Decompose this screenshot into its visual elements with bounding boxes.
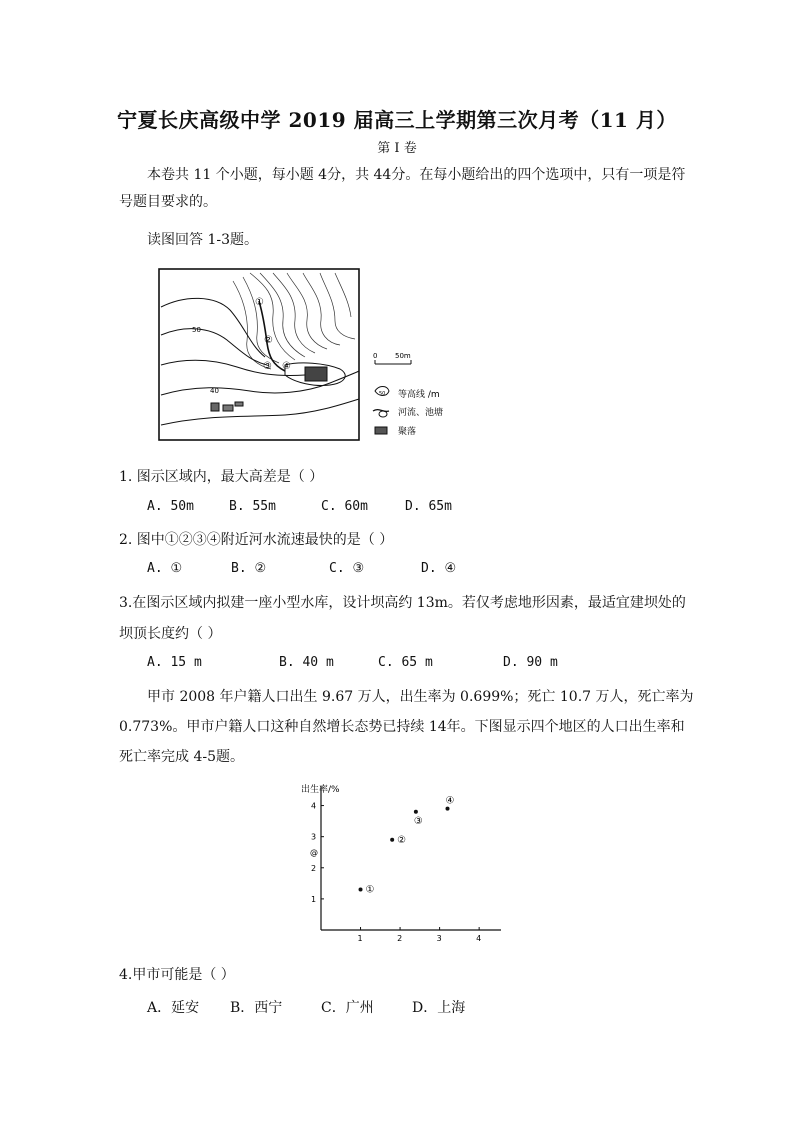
y-tick-label-3: 3 (311, 832, 317, 842)
legend-settlement: 聚落 (398, 427, 417, 437)
read-map-instruction: 读图回答 1-3题。 (147, 232, 258, 248)
q1-option-a: A. 50m (147, 499, 194, 514)
q4-option-a: A．延安 (147, 1000, 200, 1016)
y-extra-label: @ (310, 848, 318, 858)
q1-option-b: B. 55m (229, 499, 276, 514)
page-title: 宁夏长庆高级中学 2019 届高三上学期第三次月考（11 月） (117, 108, 677, 132)
y-tick-label-2: 2 (311, 863, 317, 873)
y-tick-label-1: 1 (311, 894, 317, 904)
q4-stem: 4.甲市可能是（ ） (119, 967, 235, 983)
y-tick-label-4: 4 (311, 801, 317, 811)
contour-label-50: 50 (192, 326, 201, 334)
q1-option-c: C. 60m (321, 499, 368, 514)
passage-line-2: 0.773%。甲市户籍人口这种自然增长态势已持续 14年。下图显示四个地区的人口出生率和 (119, 719, 685, 735)
contour-label-40: 40 (210, 387, 219, 395)
q2-option-a: A. ① (147, 561, 183, 576)
passage-line-3: 死亡率完成 4-5题。 (119, 749, 244, 765)
q3-option-b: B. 40 m (279, 655, 334, 670)
x-tick-label-4: 4 (476, 934, 482, 943)
q3-option-a: A. 15 m (147, 655, 202, 670)
q2-stem: 2. 图中①②③④附近河水流速最快的是（ ） (119, 532, 394, 548)
q4-option-d: D．上海 (412, 1000, 466, 1016)
q3-option-d: D. 90 m (503, 655, 558, 670)
marker-4: ④ (282, 361, 291, 372)
q3-stem-line-2: 坝顶长度约（ ） (119, 626, 222, 642)
q3-option-c: C. 65 m (378, 655, 433, 670)
marker-2: ② (264, 335, 273, 346)
point-1 (359, 888, 363, 892)
q2-option-d: D. ④ (421, 561, 457, 576)
section-heading: 第 I 卷 (377, 141, 417, 156)
point-2 (390, 838, 394, 842)
legend-settlement-icon (375, 427, 387, 434)
passage-line-1: 甲市 2008 年户籍人口出生 9.67 万人，出生率为 0.699%；死亡 10.7 万人，死亡率为 (147, 689, 694, 705)
x-tick-label-3: 3 (436, 934, 442, 943)
x-tick-label-1: 1 (357, 934, 363, 943)
q2-option-b: B. ② (231, 561, 267, 576)
legend-river: 河流、池塘 (398, 408, 444, 418)
q3-stem-line-1: 3.在图示区域内拟建一座小型水库，设计坝高约 13m。若仅考虑地形因素，最适宜建坝处的 (119, 595, 686, 611)
legend-contour-sample: 50 (379, 391, 386, 397)
q1-stem: 1. 图示区域内，最大高差是（ ） (119, 469, 324, 485)
intro-line-2: 号题目要求的。 (119, 194, 217, 210)
q4-option-b: B．西宁 (230, 1000, 283, 1016)
chart-y-label: 出生率/% (301, 785, 340, 795)
settlement-small-1 (211, 403, 219, 411)
point-4 (446, 807, 450, 811)
point-3 (414, 810, 418, 814)
point-label-4: ④ (445, 795, 455, 807)
marker-3: ③ (263, 361, 272, 372)
intro-line-1: 本卷共 11 个小题，每小题 4分，共 44分。在每小题给出的四个选项中，只有一项是符 (147, 167, 686, 183)
point-label-3: ③ (413, 815, 423, 827)
legend-contour: 等高线 /m (398, 390, 440, 400)
scale-zero: 0 (373, 352, 378, 360)
settlement-block (305, 367, 327, 381)
birth-death-rate-chart (295, 778, 505, 948)
point-label-2: ② (397, 834, 407, 846)
q1-option-d: D. 65m (405, 499, 452, 514)
x-tick-label-2: 2 (397, 934, 403, 943)
marker-1: ① (255, 297, 264, 308)
topographic-map (155, 265, 455, 445)
settlement-small-2 (223, 405, 233, 411)
q2-option-c: C. ③ (329, 561, 365, 576)
settlement-small-3 (235, 402, 243, 406)
point-label-1: ① (365, 884, 375, 896)
q4-option-c: C．广州 (321, 1000, 374, 1016)
scale-label: 50m (395, 352, 411, 360)
